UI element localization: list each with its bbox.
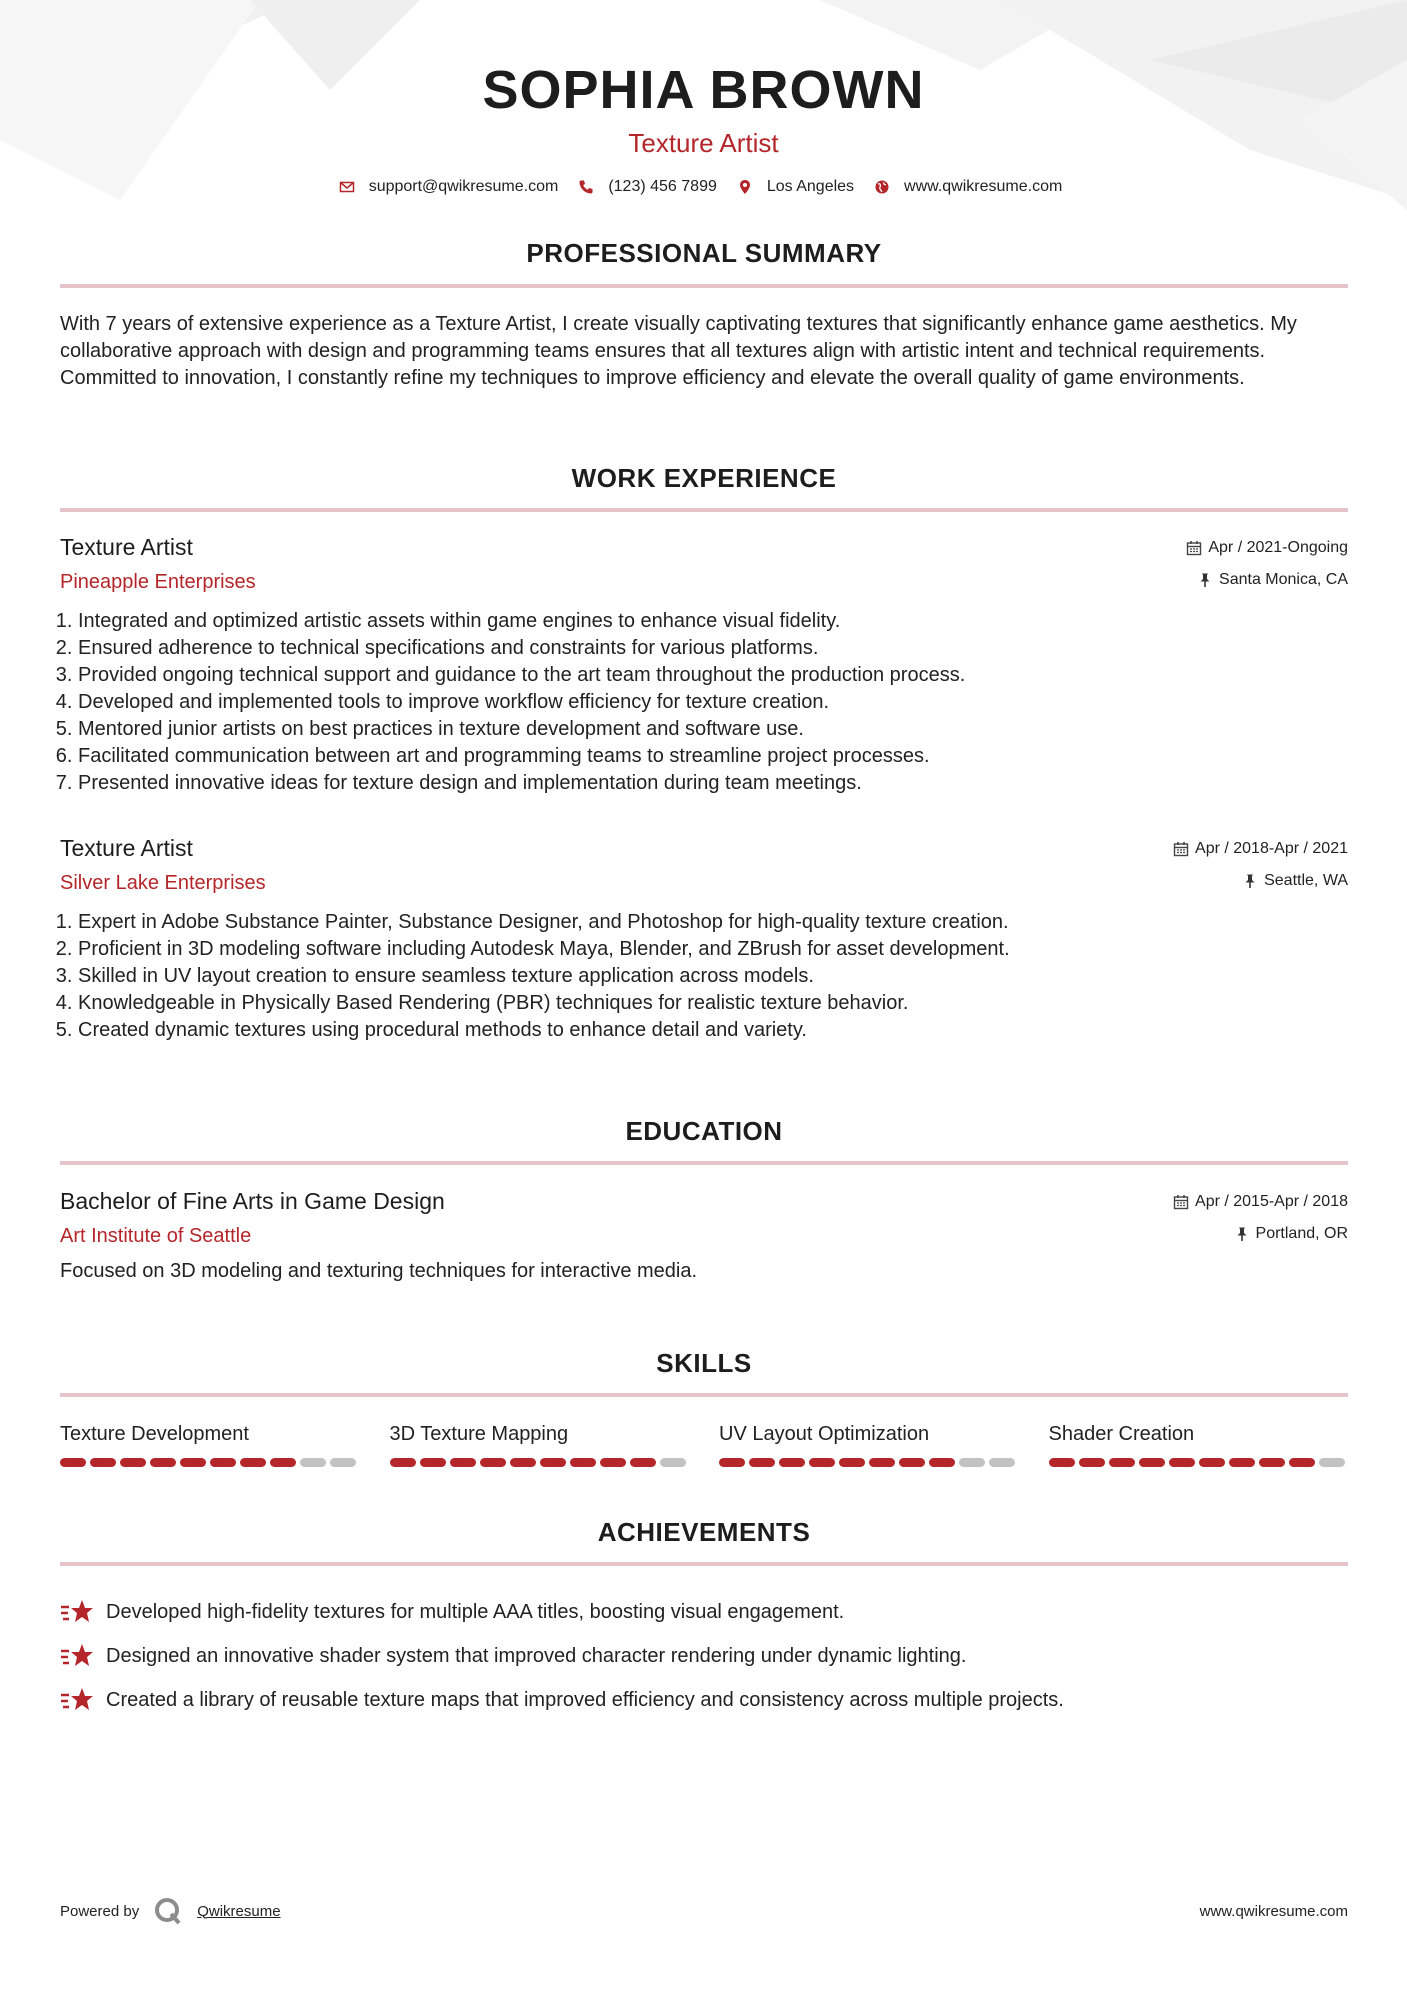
achievement-item [60,1634,1348,1678]
contact-phone[interactable] [578,178,717,196]
skill-name: Texture Development [60,1423,249,1445]
skill-segment-filled [1229,1458,1255,1467]
degree-title: Bachelor of Fine Arts in Game Design [60,1188,445,1214]
job-meta [1173,833,1348,897]
pushpin-icon [1234,1226,1250,1242]
resume-header [0,54,1407,196]
skills-list [60,1420,1348,1467]
section-title-education: EDUCATION [625,1116,783,1146]
education-entry [60,1186,1348,1285]
footer-website-link[interactable]: www.qwikresume.com [1199,1902,1348,1920]
skill-segment-filled [150,1458,176,1467]
skill-segment-filled [869,1458,895,1467]
skill-segment-filled [1079,1458,1105,1467]
skill-segment-filled [240,1458,266,1467]
skill-segment-filled [570,1458,596,1467]
skill-item [1049,1420,1349,1467]
skill-segment-empty [989,1458,1015,1467]
skill-segment-filled [420,1458,446,1467]
education-meta [1173,1186,1348,1250]
education-description: Focused on 3D modeling and texturing techniques for interactive media. [60,1260,698,1282]
shooting-star-icon [60,1597,94,1627]
job-entry-1 [60,532,1348,797]
skill-segment-filled [719,1458,745,1467]
skill-segment-filled [120,1458,146,1467]
job-dates: Apr / 2018-Apr / 2021 [1195,840,1348,857]
skill-segment-filled [1289,1458,1315,1467]
skill-name: UV Layout Optimization [719,1423,930,1445]
section-divider [60,508,1348,512]
section-title-experience: WORK EXPERIENCE [571,463,837,493]
skill-level-bar [1049,1458,1349,1467]
map-pin-icon [737,179,753,195]
section-title-achievements: ACHIEVEMENTS [597,1517,811,1547]
list-item: 1. Expert in Adobe Substance Painter, Substance Designer, and Photoshop for high-quality texture creation. [78,909,1348,936]
skill-segment-filled [1109,1458,1135,1467]
skill-segment-filled [899,1458,925,1467]
contact-website[interactable] [874,178,1062,196]
company-name: Silver Lake Enterprises [60,872,266,894]
envelope-icon [339,179,355,195]
calendar-icon [1173,841,1189,857]
skill-segment-filled [1259,1458,1285,1467]
pushpin-icon [1197,572,1213,588]
list-item: 5. Created dynamic textures using procedural methods to enhance detail and variety. [78,1017,1348,1044]
skill-segment-filled [1049,1458,1075,1467]
contact-location [737,178,854,196]
skill-item [60,1420,360,1467]
skill-segment-filled [510,1458,536,1467]
skill-segment-filled [630,1458,656,1467]
list-item: 6. Facilitated communication between art and programming teams to streamline project processes. [78,743,1348,770]
school-name: Art Institute of Seattle [60,1225,252,1247]
contact-website-text: www.qwikresume.com [904,178,1063,195]
job-title: Texture Artist [60,534,193,560]
calendar-icon [1173,1194,1189,1210]
skill-segment-filled [480,1458,506,1467]
list-item: 2. Ensured adherence to technical specifications and constraints for various platforms. [78,635,1348,662]
skill-segment-empty [330,1458,356,1467]
skill-segment-filled [450,1458,476,1467]
skill-item [719,1420,1019,1467]
achievement-text: Designed an innovative shader system that improved character rendering under dynamic lighting. [106,1644,967,1667]
skill-segment-filled [779,1458,805,1467]
brand-link[interactable]: Qwikresume [197,1902,281,1920]
powered-by-label: Powered by [60,1902,140,1920]
education-location: Portland, OR [1255,1225,1348,1242]
list-item: 1. Integrated and optimized artistic assets within game engines to enhance visual fidelity. [78,608,1348,635]
job-bullets [60,608,1348,797]
globe-icon [874,179,890,195]
skill-level-bar [390,1458,690,1467]
section-title-skills: SKILLS [656,1348,752,1378]
skill-level-bar [60,1458,360,1467]
contact-location-text: Los Angeles [766,178,855,195]
list-item: 5. Mentored junior artists on best practices in texture development and software use. [78,716,1348,743]
list-item: 3. Provided ongoing technical support and guidance to the art team throughout the production process. [78,662,1348,689]
skill-segment-filled [180,1458,206,1467]
skill-segment-filled [540,1458,566,1467]
skill-segment-filled [929,1458,955,1467]
achievement-text: Created a library of reusable texture maps that improved efficiency and consistency across multiple projects. [106,1688,1064,1711]
contact-email[interactable] [339,178,559,196]
candidate-role: Texture Artist [628,128,779,158]
skill-segment-filled [749,1458,775,1467]
skill-segment-filled [839,1458,865,1467]
job-meta [1186,532,1348,596]
pushpin-icon [1242,873,1258,889]
list-item: 7. Presented innovative ideas for texture design and implementation during team meetings. [78,770,1348,797]
job-location: Santa Monica, CA [1219,571,1348,588]
section-divider [60,284,1348,288]
list-item: 2. Proficient in 3D modeling software including Autodesk Maya, Blender, and ZBrush for asset development. [78,936,1348,963]
skill-segment-empty [300,1458,326,1467]
candidate-name: SOPHIA BROWN [482,60,925,120]
company-name: Pineapple Enterprises [60,571,256,593]
contact-bar [0,178,1407,196]
skill-name: Shader Creation [1048,1423,1195,1445]
page-footer [60,1896,1348,1926]
skill-segment-empty [959,1458,985,1467]
list-item: 3. Skilled in UV layout creation to ensure seamless texture application across models. [78,963,1348,990]
shooting-star-icon [60,1641,94,1671]
skill-segment-empty [1319,1458,1345,1467]
skill-segment-filled [1169,1458,1195,1467]
skill-segment-filled [60,1458,86,1467]
job-location: Seattle, WA [1264,872,1348,889]
job-bullets [60,909,1348,1044]
skill-segment-filled [1199,1458,1225,1467]
skill-segment-filled [90,1458,116,1467]
skill-segment-filled [809,1458,835,1467]
achievement-item [60,1678,1348,1722]
job-dates: Apr / 2021-Ongoing [1208,539,1348,556]
achievements-list [60,1590,1348,1722]
list-item: 4. Developed and implemented tools to improve workflow efficiency for texture creation. [78,689,1348,716]
section-title-summary: PROFESSIONAL SUMMARY [526,238,882,268]
summary-text: With 7 years of extensive experience as a Texture Artist, I create visually captivating textures that significantly enhance game aesthetics. My collaborative approach with design and programming teams ensures that all textures align with artistic intent and technical requirements. Committed to innovation, I constantly refine my techniques to improve efficiency and elevate the overall quality of game environments. [60,313,1297,389]
contact-email-text: support@qwikresume.com [368,178,559,195]
skill-segment-filled [270,1458,296,1467]
phone-icon [578,179,594,195]
qwikresume-logo-icon [153,1896,183,1926]
education-dates: Apr / 2015-Apr / 2018 [1195,1193,1348,1210]
skill-name: 3D Texture Mapping [389,1423,569,1445]
skill-level-bar [719,1458,1019,1467]
skill-segment-filled [600,1458,626,1467]
calendar-icon [1186,540,1202,556]
skill-item [390,1420,690,1467]
skill-segment-filled [390,1458,416,1467]
skill-segment-empty [660,1458,686,1467]
footer-powered-by [60,1896,281,1926]
job-title: Texture Artist [60,835,193,861]
achievement-text: Developed high-fidelity textures for multiple AAA titles, boosting visual engagement. [106,1600,845,1623]
section-divider [60,1161,1348,1165]
achievement-item [60,1590,1348,1634]
list-item: 4. Knowledgeable in Physically Based Rendering (PBR) techniques for realistic texture behavior. [78,990,1348,1017]
job-entry-2 [60,833,1348,1044]
skill-segment-filled [1139,1458,1165,1467]
section-divider [60,1562,1348,1566]
contact-phone-text: (123) 456 7899 [608,178,717,195]
skill-segment-filled [210,1458,236,1467]
shooting-star-icon [60,1685,94,1715]
section-divider [60,1393,1348,1397]
